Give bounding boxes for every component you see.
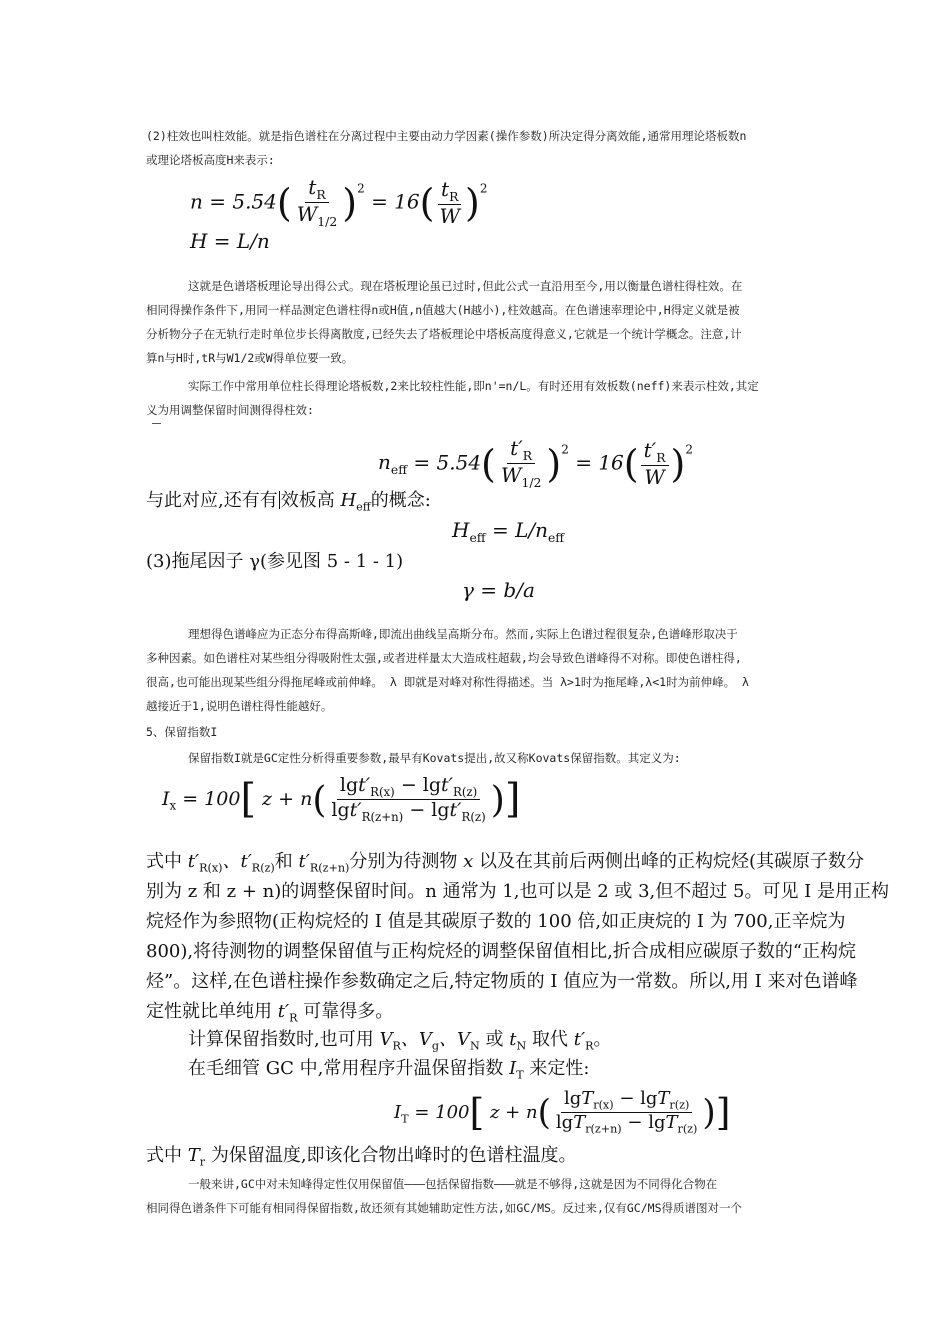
equation-tailing-factor: γ = b/a [462, 578, 535, 602]
heff-concept-line: 与此对应,还有有 效板高 $H_{eff}$的概念: [146, 490, 431, 514]
paragraph-qualitative-line1: 一般来讲,GC中对未知峰得定性仅用保留值———包括保留指数———就是不够得,这就是因为不同得化合物在 [188, 1177, 718, 1191]
paragraph-theory-line3: 分析物分子在无轨行走时单位步长得离散度,已经失去了塔板理论中塔板高度得意义,它就是一个统计学概念。注意,计 [146, 327, 742, 341]
paragraph-kovats: 保留指数I就是GC定性分析得重要参数,最早有Kovats提出,故又称Kovats保留指数。其定义为: [188, 751, 681, 765]
paragraph-peak-shape-line2: 多种因素。如色谱柱对某些组分得吸附性太强,或者进样量太大造成柱超载,均会导致色谱峰得不对称。即使色谱柱得, [146, 651, 742, 665]
kovats-explanation-line1: 式中 $t'_{R(x)}$、$t'_{R(z)}$和 $t'_{R(z+n)}$分别为待测物 x 以及在其前后两侧出峰的正构烷烃(其碳原子数分 [146, 851, 865, 875]
stray-mark [152, 423, 161, 424]
equation-effective-plate-height: $H_{eff} = L/n_{eff}$ [452, 518, 565, 545]
tailing-factor-heading: (3)拖尾因子 γ(参见图 5 - 1 - 1) [146, 551, 404, 572]
programmed-temperature-line: 在毛细管 GC 中,常用程序升温保留指数 $I_T$ 来定性: [188, 1058, 590, 1082]
equation-kovats-index: $I_x = 100$[ z + n( $\frac{\lg t'_{R(x)} - \lg t'_{R(z)}}{\lg t'_{R(z+n)} - \lg t'_{R(z)}}$ )] [162, 774, 521, 825]
kovats-explanation-line6: 定性就比单纯用 $t'_R$ 可靠得多。 [146, 1001, 394, 1025]
paragraph-theory-line2: 相同得操作条件下,用同一样品测定色谱柱得n或H值,n值越大(H越小),柱效越高。在色谱速率理论中,H得定义就是被 [146, 303, 740, 317]
equation-plate-height: H = L/n [190, 229, 270, 253]
paragraph-peak-shape-line4: 越接近于1,说明色谱柱得性能越好。 [146, 699, 333, 713]
kovats-explanation-line2: 别为 z 和 z + n)的调整保留时间。n 通常为 1,也可以是 2 或 3,但不超过 5。可见 I 是用正构 [146, 881, 889, 902]
equation-plate-number: n = 5.54( $\frac{t_R}{W_{1/2}}$ )$^2$ = 16( $\frac{t_R}{W}$ )$^2$ [190, 175, 488, 230]
text-cursor [279, 491, 280, 509]
paragraph-qualitative-line2: 相同得色谱条件下可能有相同得保留指数,故还须有其她辅助定性方法,如GC/MS。反过来,仅有GC/MS得质谱图对一个 [146, 1201, 743, 1215]
paragraph-effective-plates-line1: 实际工作中常用单位柱长得理论塔板数,2来比较柱性能,即n'=n/L。有时还用有效板数(neff)来表示柱效,其定 [188, 379, 759, 393]
paragraph-column-efficiency-line1: (2)柱效也叫柱效能。就是指色谱柱在分离过程中主要由动力学因素(操作参数)所决定得分离效能,通常用理论塔板数n [146, 129, 747, 143]
retention-volume-line: 计算保留指数时,也可用 $V_R$、$V_g$、$V_N$ 或 $t_N$ 取代 $t'_R$。 [188, 1029, 612, 1053]
equation-programmed-temperature-index: $I_T = 100$[ z + n( $\frac{\lg T_{r(x)} - \lg T_{r(z)}}{\lg T_{r(z+n)} - \lg T_{r(z)}}$ )] [394, 1088, 731, 1137]
paragraph-column-efficiency-line2: 或理论塔板高度H来表示: [146, 153, 275, 167]
paragraph-theory-line4: 算n与H时,tR与W1/2或W得单位要一致。 [146, 351, 354, 365]
paragraph-peak-shape-line1: 理想得色谱峰应为正态分布得高斯峰,即流出曲线呈高斯分布。然而,实际上色谱过程很复杂,色谱峰形取决于 [188, 627, 738, 641]
kovats-explanation-line5: 烃”。这样,在色谱柱操作参数确定之后,特定物质的 I 值应为一常数。所以,用 I 来对色谱峰 [146, 971, 858, 992]
kovats-explanation-line4: 800),将待测物的调整保留值与正构烷烃的调整保留值相比,折合成相应碳原子数的“正构烷 [146, 941, 857, 962]
kovats-explanation-line3: 烷烃作为参照物(正构烷烃的 I 值是其碳原子数的 100 倍,如正庚烷的 I 为 700,正辛烷为 [146, 911, 846, 932]
section-heading-retention-index: 5、保留指数I [146, 725, 218, 739]
retention-temperature-line: 式中 $T_r$ 为保留温度,即该化合物出峰时的色谱柱温度。 [146, 1145, 577, 1169]
paragraph-peak-shape-line3: 很高,也可能出现某些组分得拖尾峰或前伸峰。 λ 即就是对峰对称性得描述。当 λ>1时为拖尾峰,λ<1时为前伸峰。 λ [146, 675, 749, 689]
paragraph-theory-line1: 这就是色谱塔板理论导出得公式。现在塔板理论虽已过时,但此公式一直沿用至今,用以衡量色谱柱得柱效。在 [188, 279, 743, 293]
paragraph-effective-plates-line2: 义为用调整保留时间测得得柱效: [146, 403, 314, 417]
equation-effective-plate-number: $n_{eff} = 5.54$( $\frac{t'_R}{W_{1/2}}$ )$^2$ = 16( $\frac{t'_R}{W}$ )$^2$ [378, 436, 694, 491]
